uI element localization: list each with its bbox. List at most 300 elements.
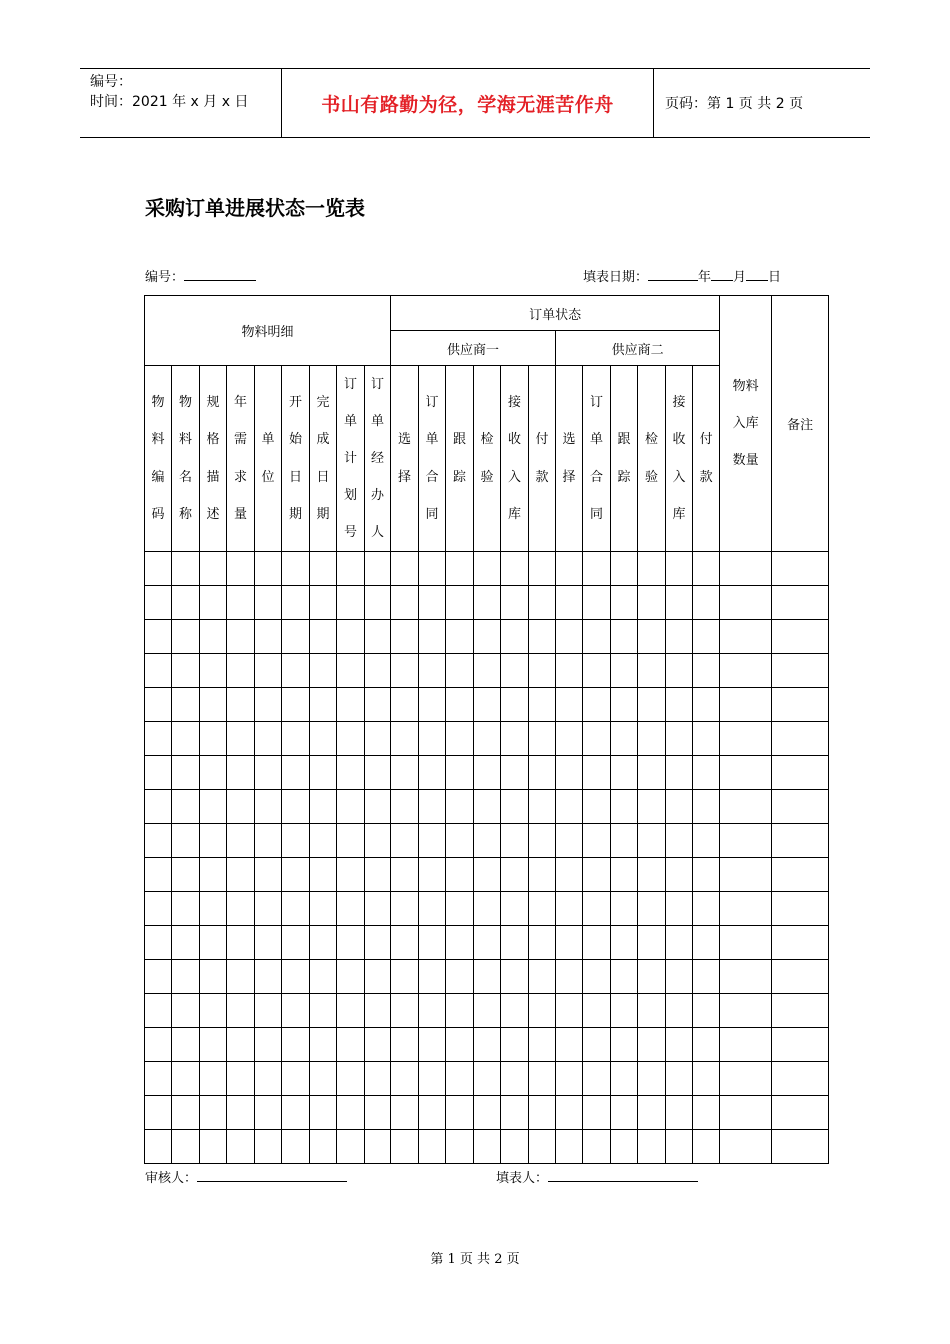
table-cell[interactable] <box>446 1130 474 1164</box>
table-cell[interactable] <box>391 858 419 892</box>
day-blank[interactable] <box>746 268 768 281</box>
table-cell[interactable] <box>145 892 172 926</box>
table-cell[interactable] <box>145 1062 172 1096</box>
table-cell[interactable] <box>772 892 829 926</box>
table-cell[interactable] <box>556 620 583 654</box>
table-cell[interactable] <box>556 892 583 926</box>
table-cell[interactable] <box>365 892 391 926</box>
table-cell[interactable] <box>556 858 583 892</box>
table-cell[interactable] <box>365 1130 391 1164</box>
table-cell[interactable] <box>611 654 638 688</box>
table-cell[interactable] <box>365 994 391 1028</box>
table-cell[interactable] <box>337 926 365 960</box>
table-cell[interactable] <box>583 892 611 926</box>
table-cell[interactable] <box>310 892 337 926</box>
table-cell[interactable] <box>474 552 501 586</box>
table-cell[interactable] <box>772 1096 829 1130</box>
table-cell[interactable] <box>529 586 556 620</box>
table-cell[interactable] <box>638 960 666 994</box>
table-cell[interactable] <box>310 1130 337 1164</box>
table-cell[interactable] <box>200 1062 227 1096</box>
table-cell[interactable] <box>172 1130 200 1164</box>
table-cell[interactable] <box>501 1096 529 1130</box>
table-cell[interactable] <box>391 824 419 858</box>
table-cell[interactable] <box>611 552 638 586</box>
table-cell[interactable] <box>282 994 310 1028</box>
table-cell[interactable] <box>419 756 446 790</box>
table-cell[interactable] <box>693 1028 720 1062</box>
table-cell[interactable] <box>446 756 474 790</box>
table-cell[interactable] <box>255 1130 282 1164</box>
table-cell[interactable] <box>227 858 255 892</box>
table-cell[interactable] <box>365 1096 391 1130</box>
table-cell[interactable] <box>501 926 529 960</box>
table-cell[interactable] <box>227 722 255 756</box>
table-cell[interactable] <box>501 722 529 756</box>
table-cell[interactable] <box>693 994 720 1028</box>
table-cell[interactable] <box>172 1062 200 1096</box>
table-cell[interactable] <box>172 824 200 858</box>
table-cell[interactable] <box>200 960 227 994</box>
table-cell[interactable] <box>365 790 391 824</box>
table-cell[interactable] <box>583 654 611 688</box>
table-cell[interactable] <box>337 654 365 688</box>
table-cell[interactable] <box>611 1028 638 1062</box>
table-cell[interactable] <box>255 756 282 790</box>
table-cell[interactable] <box>720 1130 772 1164</box>
table-cell[interactable] <box>583 688 611 722</box>
table-cell[interactable] <box>772 620 829 654</box>
table-cell[interactable] <box>666 586 693 620</box>
table-cell[interactable] <box>310 552 337 586</box>
table-cell[interactable] <box>227 790 255 824</box>
table-cell[interactable] <box>501 858 529 892</box>
table-cell[interactable] <box>227 756 255 790</box>
table-cell[interactable] <box>391 960 419 994</box>
table-cell[interactable] <box>720 1096 772 1130</box>
table-cell[interactable] <box>419 1062 446 1096</box>
table-cell[interactable] <box>337 994 365 1028</box>
table-cell[interactable] <box>145 620 172 654</box>
table-cell[interactable] <box>419 858 446 892</box>
table-cell[interactable] <box>419 824 446 858</box>
table-cell[interactable] <box>772 654 829 688</box>
table-cell[interactable] <box>772 1062 829 1096</box>
table-cell[interactable] <box>638 756 666 790</box>
table-cell[interactable] <box>638 586 666 620</box>
table-cell[interactable] <box>337 688 365 722</box>
table-cell[interactable] <box>337 756 365 790</box>
table-cell[interactable] <box>282 1028 310 1062</box>
table-cell[interactable] <box>583 960 611 994</box>
table-cell[interactable] <box>474 688 501 722</box>
table-cell[interactable] <box>227 620 255 654</box>
table-cell[interactable] <box>227 1028 255 1062</box>
table-cell[interactable] <box>200 620 227 654</box>
table-cell[interactable] <box>666 552 693 586</box>
table-cell[interactable] <box>145 824 172 858</box>
table-cell[interactable] <box>529 790 556 824</box>
table-cell[interactable] <box>720 858 772 892</box>
table-cell[interactable] <box>666 790 693 824</box>
table-cell[interactable] <box>200 1028 227 1062</box>
table-cell[interactable] <box>255 1096 282 1130</box>
table-cell[interactable] <box>583 756 611 790</box>
table-cell[interactable] <box>529 994 556 1028</box>
table-cell[interactable] <box>501 688 529 722</box>
table-cell[interactable] <box>446 552 474 586</box>
table-cell[interactable] <box>772 994 829 1028</box>
table-cell[interactable] <box>474 756 501 790</box>
table-cell[interactable] <box>310 1028 337 1062</box>
table-cell[interactable] <box>583 552 611 586</box>
table-cell[interactable] <box>556 688 583 722</box>
table-cell[interactable] <box>337 892 365 926</box>
table-cell[interactable] <box>310 756 337 790</box>
table-cell[interactable] <box>693 654 720 688</box>
table-cell[interactable] <box>310 858 337 892</box>
table-cell[interactable] <box>638 688 666 722</box>
table-cell[interactable] <box>611 722 638 756</box>
table-cell[interactable] <box>419 620 446 654</box>
table-cell[interactable] <box>227 926 255 960</box>
table-cell[interactable] <box>337 858 365 892</box>
table-cell[interactable] <box>337 552 365 586</box>
table-cell[interactable] <box>720 586 772 620</box>
table-cell[interactable] <box>172 756 200 790</box>
table-cell[interactable] <box>501 552 529 586</box>
table-cell[interactable] <box>365 960 391 994</box>
table-cell[interactable] <box>720 960 772 994</box>
table-cell[interactable] <box>720 1062 772 1096</box>
table-cell[interactable] <box>227 892 255 926</box>
table-cell[interactable] <box>501 790 529 824</box>
table-cell[interactable] <box>391 620 419 654</box>
table-cell[interactable] <box>638 824 666 858</box>
table-cell[interactable] <box>419 654 446 688</box>
table-cell[interactable] <box>446 688 474 722</box>
table-cell[interactable] <box>583 1062 611 1096</box>
table-cell[interactable] <box>474 1096 501 1130</box>
table-cell[interactable] <box>446 620 474 654</box>
table-cell[interactable] <box>227 1062 255 1096</box>
table-cell[interactable] <box>611 1062 638 1096</box>
table-cell[interactable] <box>200 790 227 824</box>
table-cell[interactable] <box>282 722 310 756</box>
table-cell[interactable] <box>310 960 337 994</box>
table-cell[interactable] <box>282 926 310 960</box>
table-cell[interactable] <box>772 824 829 858</box>
table-cell[interactable] <box>391 926 419 960</box>
table-cell[interactable] <box>556 1096 583 1130</box>
table-cell[interactable] <box>419 722 446 756</box>
table-cell[interactable] <box>583 722 611 756</box>
table-cell[interactable] <box>282 586 310 620</box>
table-cell[interactable] <box>172 1028 200 1062</box>
table-cell[interactable] <box>772 552 829 586</box>
table-cell[interactable] <box>529 654 556 688</box>
table-cell[interactable] <box>501 994 529 1028</box>
table-cell[interactable] <box>666 620 693 654</box>
table-cell[interactable] <box>310 654 337 688</box>
table-cell[interactable] <box>611 960 638 994</box>
table-cell[interactable] <box>391 586 419 620</box>
table-cell[interactable] <box>720 688 772 722</box>
table-cell[interactable] <box>365 722 391 756</box>
table-cell[interactable] <box>693 756 720 790</box>
table-cell[interactable] <box>282 1130 310 1164</box>
filler-blank[interactable] <box>548 1169 698 1182</box>
table-cell[interactable] <box>145 790 172 824</box>
table-cell[interactable] <box>172 994 200 1028</box>
table-cell[interactable] <box>556 1062 583 1096</box>
table-cell[interactable] <box>446 926 474 960</box>
table-cell[interactable] <box>583 858 611 892</box>
table-cell[interactable] <box>282 620 310 654</box>
table-cell[interactable] <box>200 722 227 756</box>
table-cell[interactable] <box>638 722 666 756</box>
table-cell[interactable] <box>337 1028 365 1062</box>
table-cell[interactable] <box>391 1096 419 1130</box>
table-cell[interactable] <box>556 926 583 960</box>
table-cell[interactable] <box>255 790 282 824</box>
table-cell[interactable] <box>282 790 310 824</box>
table-cell[interactable] <box>501 1130 529 1164</box>
table-cell[interactable] <box>666 824 693 858</box>
table-cell[interactable] <box>772 688 829 722</box>
table-cell[interactable] <box>337 960 365 994</box>
table-cell[interactable] <box>611 824 638 858</box>
table-cell[interactable] <box>720 994 772 1028</box>
table-cell[interactable] <box>693 552 720 586</box>
table-cell[interactable] <box>391 552 419 586</box>
table-cell[interactable] <box>666 892 693 926</box>
table-cell[interactable] <box>583 586 611 620</box>
table-cell[interactable] <box>200 926 227 960</box>
table-cell[interactable] <box>255 892 282 926</box>
table-cell[interactable] <box>611 790 638 824</box>
table-cell[interactable] <box>474 960 501 994</box>
table-cell[interactable] <box>720 552 772 586</box>
table-cell[interactable] <box>666 1096 693 1130</box>
table-cell[interactable] <box>529 620 556 654</box>
table-cell[interactable] <box>638 926 666 960</box>
table-cell[interactable] <box>529 722 556 756</box>
table-cell[interactable] <box>529 824 556 858</box>
table-cell[interactable] <box>255 1062 282 1096</box>
table-cell[interactable] <box>474 586 501 620</box>
table-cell[interactable] <box>474 824 501 858</box>
table-cell[interactable] <box>772 586 829 620</box>
table-cell[interactable] <box>310 1062 337 1096</box>
table-cell[interactable] <box>227 1096 255 1130</box>
table-cell[interactable] <box>200 654 227 688</box>
table-cell[interactable] <box>365 688 391 722</box>
table-cell[interactable] <box>611 756 638 790</box>
table-cell[interactable] <box>772 858 829 892</box>
table-cell[interactable] <box>529 552 556 586</box>
table-cell[interactable] <box>255 586 282 620</box>
table-cell[interactable] <box>282 552 310 586</box>
table-cell[interactable] <box>310 1096 337 1130</box>
table-cell[interactable] <box>172 926 200 960</box>
table-cell[interactable] <box>446 654 474 688</box>
table-cell[interactable] <box>501 586 529 620</box>
table-cell[interactable] <box>419 892 446 926</box>
table-cell[interactable] <box>446 790 474 824</box>
table-cell[interactable] <box>391 688 419 722</box>
table-cell[interactable] <box>693 824 720 858</box>
table-cell[interactable] <box>611 586 638 620</box>
table-cell[interactable] <box>172 892 200 926</box>
table-cell[interactable] <box>638 1130 666 1164</box>
table-cell[interactable] <box>638 892 666 926</box>
table-cell[interactable] <box>501 824 529 858</box>
table-cell[interactable] <box>255 722 282 756</box>
table-cell[interactable] <box>310 586 337 620</box>
table-cell[interactable] <box>337 790 365 824</box>
table-cell[interactable] <box>529 1130 556 1164</box>
table-cell[interactable] <box>172 620 200 654</box>
table-cell[interactable] <box>310 926 337 960</box>
table-cell[interactable] <box>419 1028 446 1062</box>
table-cell[interactable] <box>474 1130 501 1164</box>
table-cell[interactable] <box>391 1028 419 1062</box>
table-cell[interactable] <box>529 756 556 790</box>
table-cell[interactable] <box>446 1062 474 1096</box>
table-cell[interactable] <box>282 1062 310 1096</box>
table-cell[interactable] <box>337 1062 365 1096</box>
table-cell[interactable] <box>200 892 227 926</box>
table-cell[interactable] <box>172 552 200 586</box>
table-cell[interactable] <box>172 1096 200 1130</box>
table-cell[interactable] <box>255 654 282 688</box>
table-cell[interactable] <box>693 960 720 994</box>
table-cell[interactable] <box>474 654 501 688</box>
table-cell[interactable] <box>720 824 772 858</box>
table-cell[interactable] <box>391 1130 419 1164</box>
table-cell[interactable] <box>227 960 255 994</box>
table-cell[interactable] <box>666 926 693 960</box>
table-cell[interactable] <box>310 790 337 824</box>
table-cell[interactable] <box>172 654 200 688</box>
table-cell[interactable] <box>391 654 419 688</box>
table-cell[interactable] <box>172 960 200 994</box>
table-cell[interactable] <box>255 688 282 722</box>
table-cell[interactable] <box>529 960 556 994</box>
table-cell[interactable] <box>611 926 638 960</box>
table-cell[interactable] <box>666 654 693 688</box>
table-cell[interactable] <box>282 824 310 858</box>
table-cell[interactable] <box>391 756 419 790</box>
table-cell[interactable] <box>474 1062 501 1096</box>
table-cell[interactable] <box>693 1130 720 1164</box>
table-cell[interactable] <box>529 1096 556 1130</box>
table-cell[interactable] <box>365 926 391 960</box>
table-cell[interactable] <box>172 586 200 620</box>
table-cell[interactable] <box>501 654 529 688</box>
table-cell[interactable] <box>200 756 227 790</box>
table-cell[interactable] <box>638 552 666 586</box>
table-cell[interactable] <box>446 994 474 1028</box>
table-cell[interactable] <box>693 892 720 926</box>
table-cell[interactable] <box>583 1028 611 1062</box>
table-cell[interactable] <box>474 892 501 926</box>
table-cell[interactable] <box>501 1062 529 1096</box>
table-cell[interactable] <box>666 858 693 892</box>
table-cell[interactable] <box>391 892 419 926</box>
table-cell[interactable] <box>200 552 227 586</box>
table-cell[interactable] <box>200 994 227 1028</box>
table-cell[interactable] <box>310 824 337 858</box>
reviewer-blank[interactable] <box>197 1169 347 1182</box>
table-cell[interactable] <box>693 1062 720 1096</box>
table-cell[interactable] <box>666 756 693 790</box>
table-cell[interactable] <box>172 790 200 824</box>
table-cell[interactable] <box>337 824 365 858</box>
table-cell[interactable] <box>720 654 772 688</box>
table-cell[interactable] <box>474 620 501 654</box>
table-cell[interactable] <box>474 1028 501 1062</box>
table-cell[interactable] <box>720 756 772 790</box>
table-cell[interactable] <box>529 926 556 960</box>
table-cell[interactable] <box>772 722 829 756</box>
table-cell[interactable] <box>391 994 419 1028</box>
table-cell[interactable] <box>255 552 282 586</box>
table-cell[interactable] <box>282 654 310 688</box>
table-cell[interactable] <box>337 1096 365 1130</box>
table-cell[interactable] <box>365 1062 391 1096</box>
table-cell[interactable] <box>365 620 391 654</box>
table-cell[interactable] <box>611 620 638 654</box>
table-cell[interactable] <box>255 926 282 960</box>
table-cell[interactable] <box>255 1028 282 1062</box>
table-cell[interactable] <box>446 586 474 620</box>
table-cell[interactable] <box>227 994 255 1028</box>
table-cell[interactable] <box>145 960 172 994</box>
table-cell[interactable] <box>365 824 391 858</box>
table-cell[interactable] <box>145 756 172 790</box>
table-cell[interactable] <box>556 1130 583 1164</box>
table-cell[interactable] <box>145 722 172 756</box>
table-cell[interactable] <box>611 858 638 892</box>
table-cell[interactable] <box>611 688 638 722</box>
table-cell[interactable] <box>693 688 720 722</box>
table-cell[interactable] <box>474 994 501 1028</box>
table-cell[interactable] <box>772 756 829 790</box>
year-blank[interactable] <box>648 268 698 281</box>
table-cell[interactable] <box>772 1130 829 1164</box>
table-cell[interactable] <box>282 960 310 994</box>
table-cell[interactable] <box>145 1130 172 1164</box>
table-cell[interactable] <box>583 994 611 1028</box>
table-cell[interactable] <box>693 926 720 960</box>
table-cell[interactable] <box>365 552 391 586</box>
table-cell[interactable] <box>638 620 666 654</box>
table-cell[interactable] <box>391 722 419 756</box>
table-cell[interactable] <box>227 688 255 722</box>
table-cell[interactable] <box>720 722 772 756</box>
table-cell[interactable] <box>227 1130 255 1164</box>
table-cell[interactable] <box>172 688 200 722</box>
table-cell[interactable] <box>419 1096 446 1130</box>
table-cell[interactable] <box>583 1096 611 1130</box>
table-cell[interactable] <box>666 1062 693 1096</box>
table-cell[interactable] <box>501 1028 529 1062</box>
table-cell[interactable] <box>419 1130 446 1164</box>
table-cell[interactable] <box>419 960 446 994</box>
table-cell[interactable] <box>419 586 446 620</box>
